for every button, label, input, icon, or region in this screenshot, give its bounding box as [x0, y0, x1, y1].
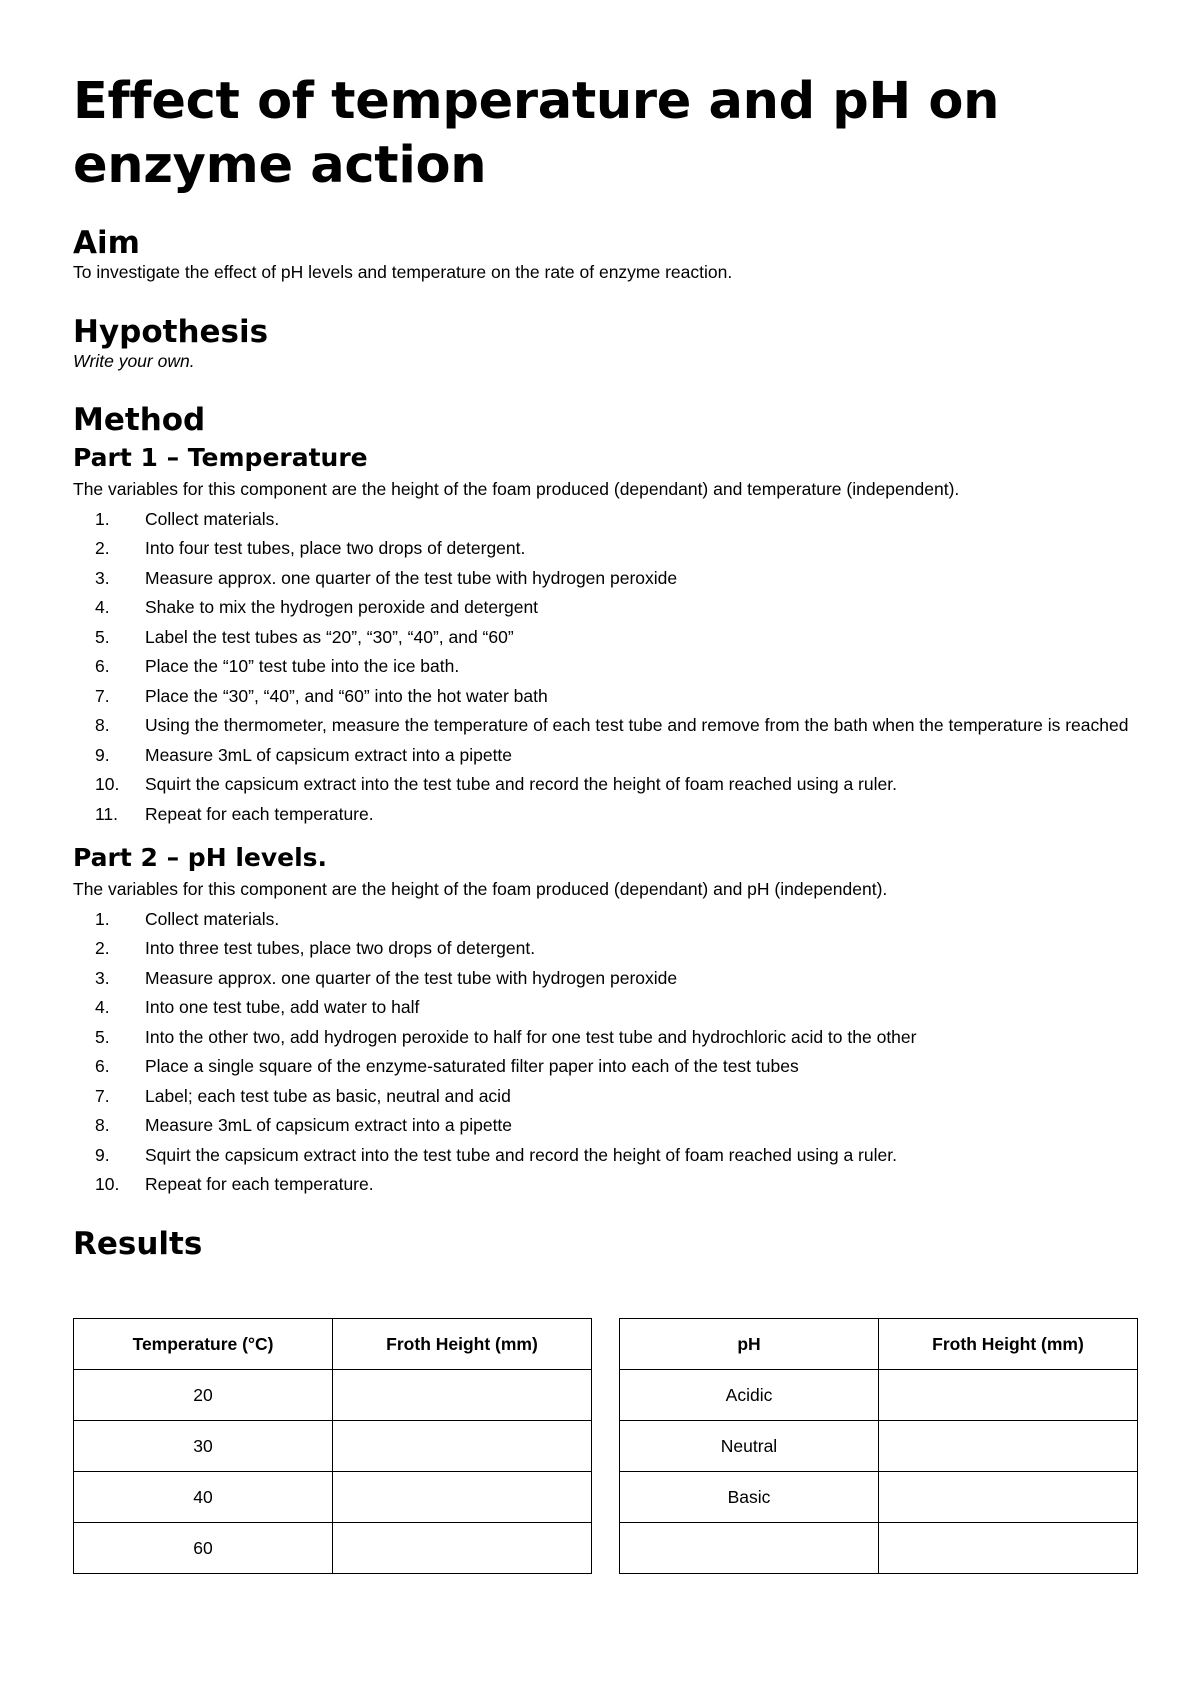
list-item: [73, 1141, 1143, 1171]
table-cell-value[interactable]: [879, 1421, 1138, 1472]
list-item: [73, 1170, 1143, 1200]
step-number: 5.: [95, 1026, 110, 1047]
froth-height-column-header: Froth Height (mm): [333, 1319, 592, 1370]
list-item: [73, 1111, 1143, 1141]
step-number: 10.: [95, 1174, 120, 1194]
list-item: [73, 964, 1143, 994]
results-heading: Results: [73, 1225, 203, 1262]
list-item: [73, 505, 1143, 535]
table-row: [74, 1472, 592, 1523]
part2-steps-list: [73, 905, 1143, 1200]
step-text: Label; each test tube as basic, neutral and acid: [145, 1085, 511, 1106]
table-cell-value[interactable]: [879, 1370, 1138, 1421]
step-text: Into three test tubes, place two drops of detergent.: [145, 938, 536, 958]
step-number: 6.: [95, 1056, 110, 1076]
table-cell-label: [620, 1523, 879, 1574]
step-text: Using the thermometer, measure the temperature of each test tube and remove from the bath when the temperature is reached: [145, 715, 1129, 735]
step-number: 8.: [95, 715, 110, 735]
method-heading: Method: [73, 402, 206, 438]
step-number: 9.: [95, 1144, 110, 1165]
document-page: [73, 70, 1143, 1264]
step-number: 1.: [95, 508, 110, 529]
step-text: Place a single square of the enzyme-saturated filter paper into each of the test tubes: [145, 1056, 799, 1076]
step-number: 3.: [95, 967, 110, 988]
hypothesis-heading: Hypothesis: [73, 313, 269, 350]
froth-height-column-header: Froth Height (mm): [879, 1319, 1138, 1370]
table-cell-value[interactable]: [333, 1523, 592, 1574]
table-row: [620, 1472, 1138, 1523]
list-item: [73, 682, 1143, 712]
temperature-column-header: Temperature (°C): [74, 1319, 333, 1370]
step-text: Into four test tubes, place two drops of detergent.: [145, 538, 526, 558]
list-item: [73, 1082, 1143, 1112]
step-number: 2.: [95, 938, 110, 958]
step-number: 9.: [95, 744, 110, 765]
temperature-results-table: [73, 1318, 592, 1574]
table-row: [74, 1421, 592, 1472]
list-item: [73, 905, 1143, 935]
table-cell-label: Acidic: [620, 1370, 879, 1421]
list-item: [73, 623, 1143, 653]
table-cell-label: Neutral: [620, 1421, 879, 1472]
table-cell-label: 20: [74, 1370, 333, 1421]
table-row: [74, 1523, 592, 1574]
table-row: [620, 1523, 1138, 1574]
table-cell-value[interactable]: [879, 1472, 1138, 1523]
table-cell-value[interactable]: [333, 1472, 592, 1523]
table-row: [620, 1370, 1138, 1421]
list-item: [73, 593, 1143, 623]
document-title: Effect of temperature and pH on enzyme action: [73, 72, 1000, 195]
step-text: Shake to mix the hydrogen peroxide and detergent: [145, 597, 539, 617]
step-number: 2.: [95, 538, 110, 558]
list-item: [73, 770, 1143, 800]
step-text: Into the other two, add hydrogen peroxide to half for one test tube and hydrochloric acid to the other: [145, 1026, 917, 1047]
part2-heading: Part 2 – pH levels.: [73, 843, 328, 872]
list-item: [73, 711, 1143, 741]
step-text: Into one test tube, add water to half: [145, 997, 420, 1017]
list-item: [73, 934, 1143, 964]
step-number: 10.: [95, 774, 120, 794]
step-number: 7.: [95, 685, 110, 706]
step-number: 11.: [95, 803, 119, 824]
step-text: Collect materials.: [145, 508, 280, 529]
table-cell-label: 60: [74, 1523, 333, 1574]
step-text: Repeat for each temperature.: [145, 803, 374, 824]
step-number: 8.: [95, 1115, 110, 1135]
aim-heading: Aim: [73, 225, 140, 261]
table-cell-value[interactable]: [333, 1370, 592, 1421]
table-row: [74, 1370, 592, 1421]
step-number: 7.: [95, 1085, 110, 1106]
list-item: [73, 993, 1143, 1023]
list-item: [73, 652, 1143, 682]
step-text: Repeat for each temperature.: [145, 1174, 374, 1194]
list-item: [73, 564, 1143, 594]
list-item: [73, 1052, 1143, 1082]
list-item: [73, 741, 1143, 771]
table-row: [620, 1421, 1138, 1472]
part2-intro: The variables for this component are the height of the foam produced (dependant) and pH (independent).: [73, 879, 888, 899]
step-text: Collect materials.: [145, 908, 280, 929]
list-item: [73, 534, 1143, 564]
step-text: Measure approx. one quarter of the test tube with hydrogen peroxide: [145, 967, 678, 988]
list-item: [73, 1023, 1143, 1053]
list-item: [73, 800, 1143, 830]
step-number: 3.: [95, 567, 110, 588]
step-text: Place the “30”, “40”, and “60” into the hot water bath: [145, 685, 548, 706]
step-text: Squirt the capsicum extract into the test tube and record the height of foam reached using a ruler.: [145, 774, 897, 794]
aim-text: To investigate the effect of pH levels and temperature on the rate of enzyme reaction.: [73, 262, 733, 282]
table-cell-value[interactable]: [879, 1523, 1138, 1574]
step-text: Label the test tubes as “20”, “30”, “40”, and “60”: [145, 626, 514, 647]
table-cell-value[interactable]: [333, 1421, 592, 1472]
part1-intro: The variables for this component are the height of the foam produced (dependant) and temperature (independent).: [73, 479, 960, 499]
step-text: Measure 3mL of capsicum extract into a pipette: [145, 744, 513, 765]
part1-heading: Part 1 – Temperature: [73, 443, 368, 472]
step-text: Measure 3mL of capsicum extract into a pipette: [145, 1115, 513, 1135]
step-text: Measure approx. one quarter of the test tube with hydrogen peroxide: [145, 567, 678, 588]
step-number: 4.: [95, 597, 110, 617]
step-text: Squirt the capsicum extract into the test tube and record the height of foam reached using a ruler.: [145, 1144, 897, 1165]
table-cell-label: 40: [74, 1472, 333, 1523]
table-cell-label: 30: [74, 1421, 333, 1472]
table-cell-label: Basic: [620, 1472, 879, 1523]
ph-results-table: [619, 1318, 1138, 1574]
part1-steps-list: [73, 505, 1143, 830]
step-number: 1.: [95, 908, 110, 929]
step-number: 4.: [95, 997, 110, 1017]
hypothesis-text: Write your own.: [73, 350, 195, 371]
step-number: 5.: [95, 626, 110, 647]
table-header-row: [74, 1319, 592, 1370]
ph-column-header: pH: [620, 1319, 879, 1370]
table-header-row: [620, 1319, 1138, 1370]
step-number: 6.: [95, 656, 110, 676]
step-text: Place the “10” test tube into the ice bath.: [145, 656, 460, 676]
